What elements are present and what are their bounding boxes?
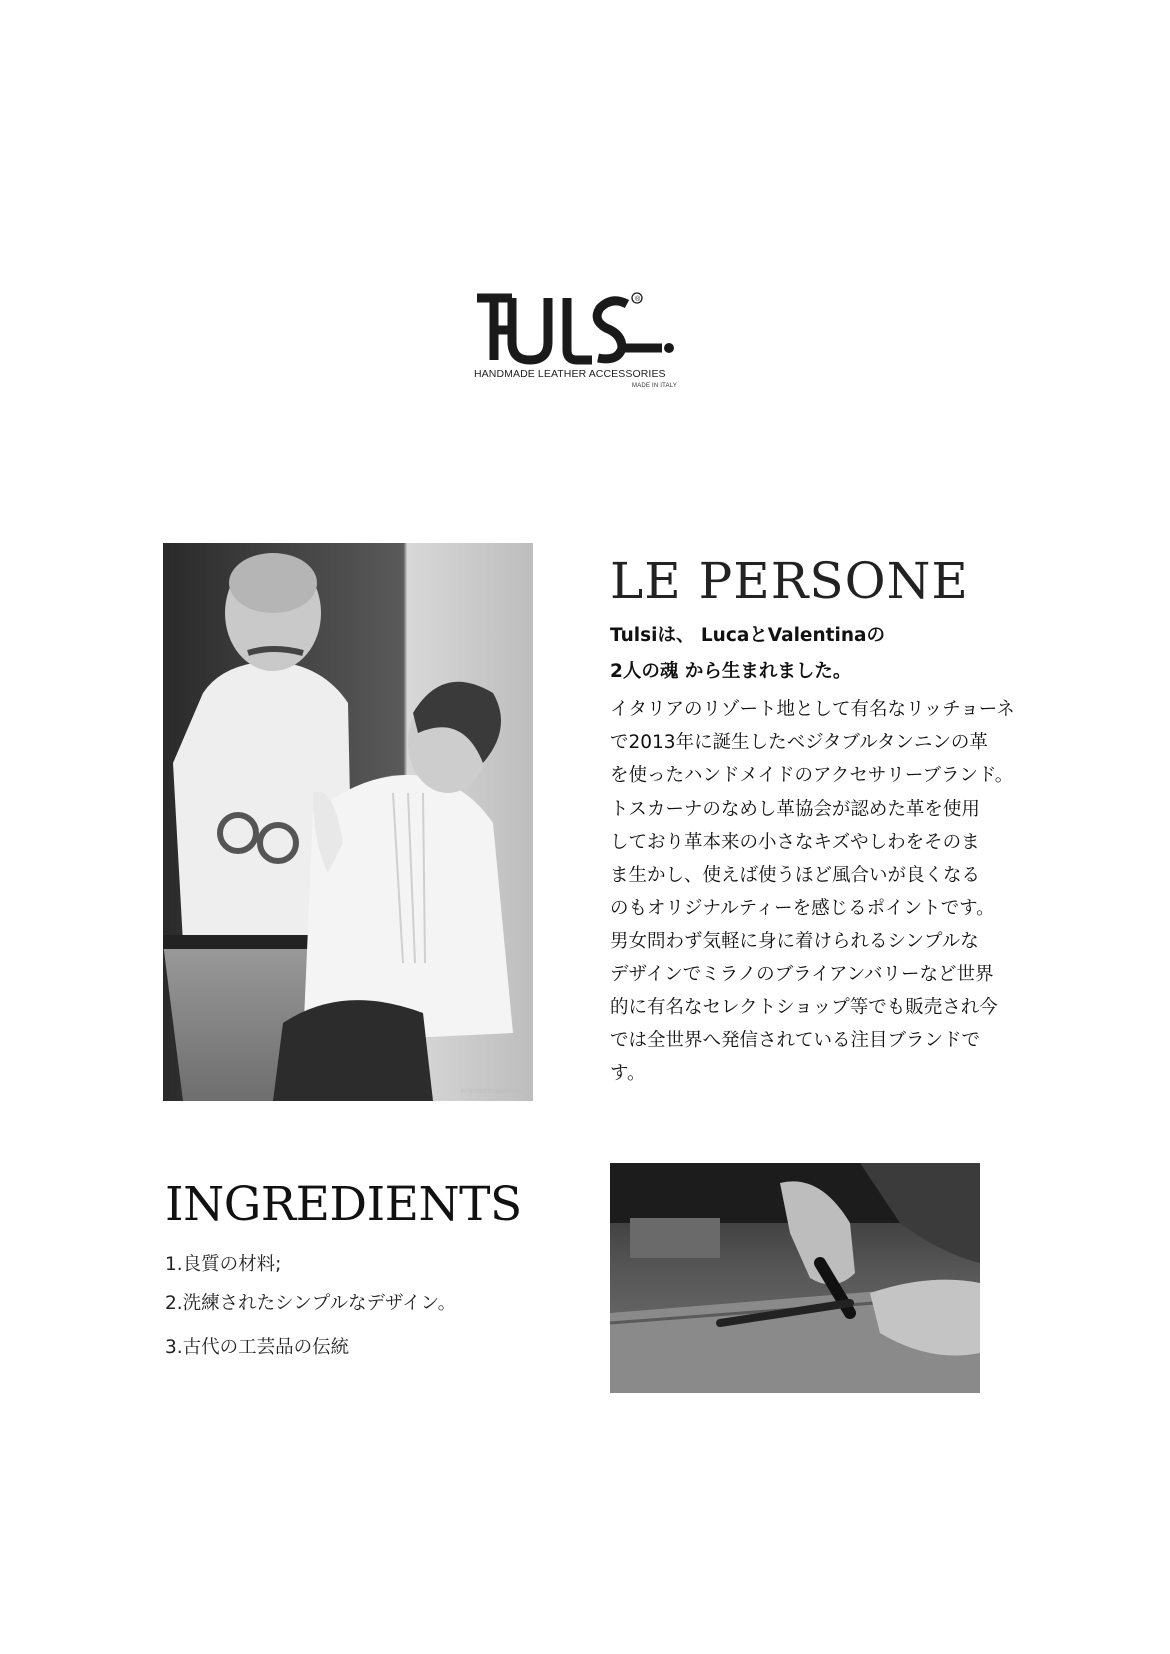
craftsman-hands-photo (610, 1163, 980, 1393)
paragraph-line: 的に有名なセレクトショップ等でも販売され今 (610, 997, 998, 1018)
paragraph-line: では全世界へ発信されている注目ブランドで (610, 1030, 981, 1051)
paragraph-intro (610, 693, 1030, 792)
paragraph-line: トスカーナのなめし革協会が認めた革を使用 (610, 799, 980, 820)
paragraph-line: のもオリジナルティーを感じるポイントです。 (610, 898, 995, 919)
paragraph-line: ま生かし、使えば使うほど風合いが良くなる (610, 865, 981, 886)
paragraph-line: す。 (610, 1063, 646, 1084)
paragraph-leather (610, 793, 1030, 925)
paragraph-design (610, 925, 1030, 1090)
paragraph-line: イタリアのリゾート地として有名なリッチョーネ (610, 699, 1015, 720)
brand-logo (472, 290, 682, 400)
paragraph-line: を使ったハンドメイドのアクセサリーブランド。 (610, 765, 1014, 786)
lead-line: Tulsiは、 LucaとValentinaの (610, 625, 885, 646)
registered-mark: ® (635, 296, 641, 303)
tulsi-logo-mark (472, 290, 682, 370)
paragraph-line: しており革本来の小さなキズやしわをそのま (610, 832, 980, 853)
photo-credit: PH ROBERTO BARONCINI (460, 1089, 523, 1095)
ingredient-item: 2.洗練されたシンプルなデザイン。 (165, 1293, 457, 1314)
lead-line: 2人の魂 から生まれました。 (610, 661, 852, 682)
logo-tagline: HANDMADE LEATHER ACCESSORIES (474, 368, 666, 380)
ingredients-heading: INGREDIENTS (165, 1177, 522, 1232)
logo-subtagline: MADE IN ITALY (632, 383, 678, 389)
paragraph-line: デザインでミラノのブライアンバリーなど世界 (610, 964, 994, 985)
paragraph-line: 男女問わず気軽に身に着けられるシンプルな (610, 931, 979, 952)
paragraph-line: で2013年に誕生したベジタブルタンニンの革 (610, 732, 988, 753)
ingredient-item: 3.古代の工芸品の伝統 (165, 1337, 350, 1358)
le-persone-heading: LE PERSONE (610, 552, 969, 610)
founders-photo (163, 543, 533, 1101)
ingredient-item: 1.良質の材料; (165, 1254, 282, 1275)
